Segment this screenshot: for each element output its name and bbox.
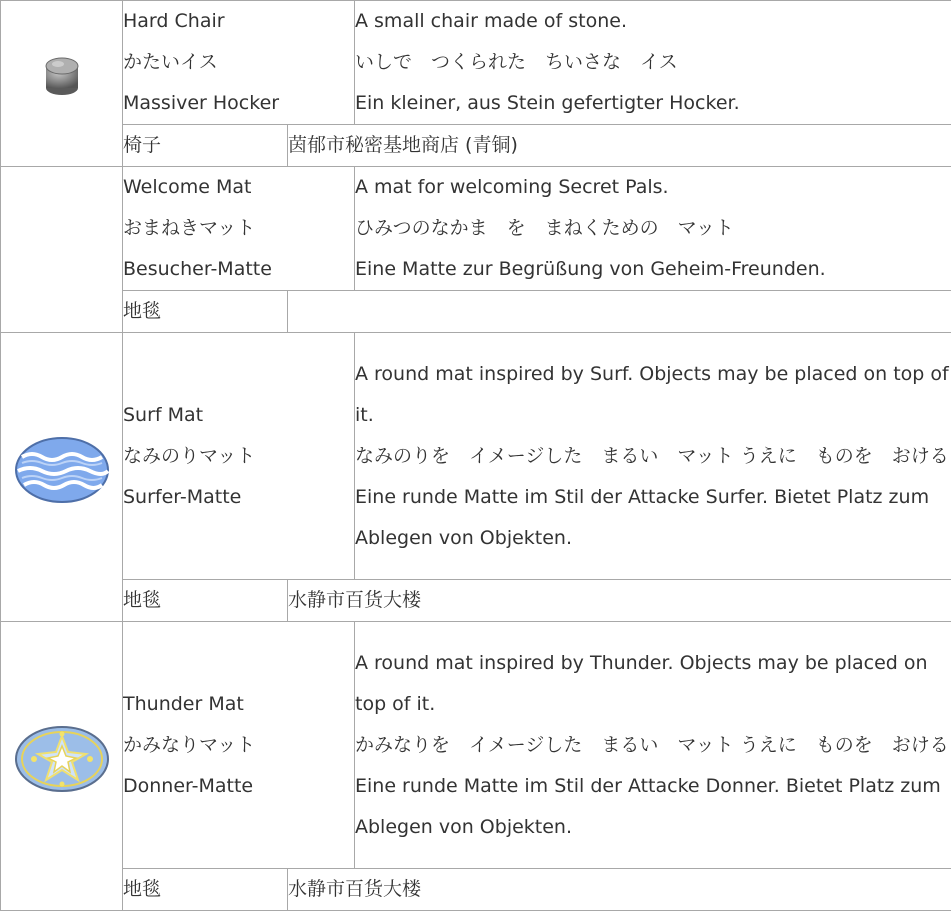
item-meta-row: [1, 580, 951, 622]
item-description: [355, 167, 951, 291]
item-row-hard-chair: [1, 1, 951, 125]
surf-mat-icon: [14, 435, 110, 505]
icon-cell: [1, 1, 123, 167]
desc-de: Ein kleiner, aus Stein gefertigter Hocker.: [355, 92, 740, 114]
item-description: [355, 1, 951, 125]
item-meta-row: [1, 125, 951, 167]
item-location: 水静市百货大楼: [288, 869, 951, 911]
name-en: Welcome Mat: [123, 176, 252, 198]
name-ja: なみのりマット: [123, 444, 256, 467]
desc-ja: ひみつのなかま を まねくための マット: [355, 217, 734, 239]
item-row-surf-mat: [1, 333, 951, 580]
name-de: Surfer-Matte: [123, 485, 242, 508]
item-names: [123, 622, 355, 869]
item-description: [355, 622, 951, 869]
item-category: 椅子: [123, 125, 288, 167]
item-row-welcome-mat: [1, 167, 951, 291]
icon-cell: [1, 333, 123, 622]
name-ja: かみなりマット: [123, 733, 256, 756]
item-category: 地毯: [123, 580, 288, 622]
name-en: Thunder Mat: [123, 692, 244, 715]
icon-cell: [1, 167, 123, 333]
stone-chair-icon: [42, 54, 82, 98]
name-en: Surf Mat: [123, 403, 204, 426]
desc-en: A small chair made of stone.: [355, 10, 627, 32]
item-meta-row: [1, 869, 951, 911]
desc-de: Eine Matte zur Begrüßung von Geheim-Freunden.: [355, 258, 826, 280]
item-row-thunder-mat: [1, 622, 951, 869]
name-de: Massiver Hocker: [123, 92, 280, 114]
thunder-mat-icon: [14, 724, 110, 794]
icon-cell: [1, 622, 123, 911]
name-de: Besucher-Matte: [123, 258, 272, 280]
desc-ja: なみのりを イメージした まるい マット うえに ものを おける: [355, 444, 949, 467]
item-location: 茵郁市秘密基地商店 (青铜): [288, 125, 951, 167]
item-location: 水静市百货大楼: [288, 580, 951, 622]
desc-ja: いしで つくられた ちいさな イス: [355, 51, 678, 73]
desc-en: A round mat inspired by Surf. Objects may be placed on top of it.: [355, 362, 949, 426]
item-meta-row: [1, 291, 951, 333]
item-description: [355, 333, 951, 580]
item-category: 地毯: [123, 291, 288, 333]
desc-en: A round mat inspired by Thunder. Objects may be placed on top of it.: [355, 651, 928, 715]
item-names: [123, 1, 355, 125]
desc-de: Eine runde Matte im Stil der Attacke Surfer. Bietet Platz zum Ablegen von Objekten.: [355, 485, 930, 549]
name-ja: おまねきマット: [123, 217, 256, 239]
desc-ja: かみなりを イメージした まるい マット うえに ものを おける: [355, 733, 949, 756]
item-names: [123, 333, 355, 580]
item-location: [288, 291, 951, 333]
desc-en: A mat for welcoming Secret Pals.: [355, 176, 669, 198]
name-en: Hard Chair: [123, 10, 225, 32]
item-names: [123, 167, 355, 291]
desc-de: Eine runde Matte im Stil der Attacke Donner. Bietet Platz zum Ablegen von Objekten.: [355, 774, 941, 838]
name-ja: かたいイス: [123, 51, 218, 73]
name-de: Donner-Matte: [123, 774, 254, 797]
item-category: 地毯: [123, 869, 288, 911]
